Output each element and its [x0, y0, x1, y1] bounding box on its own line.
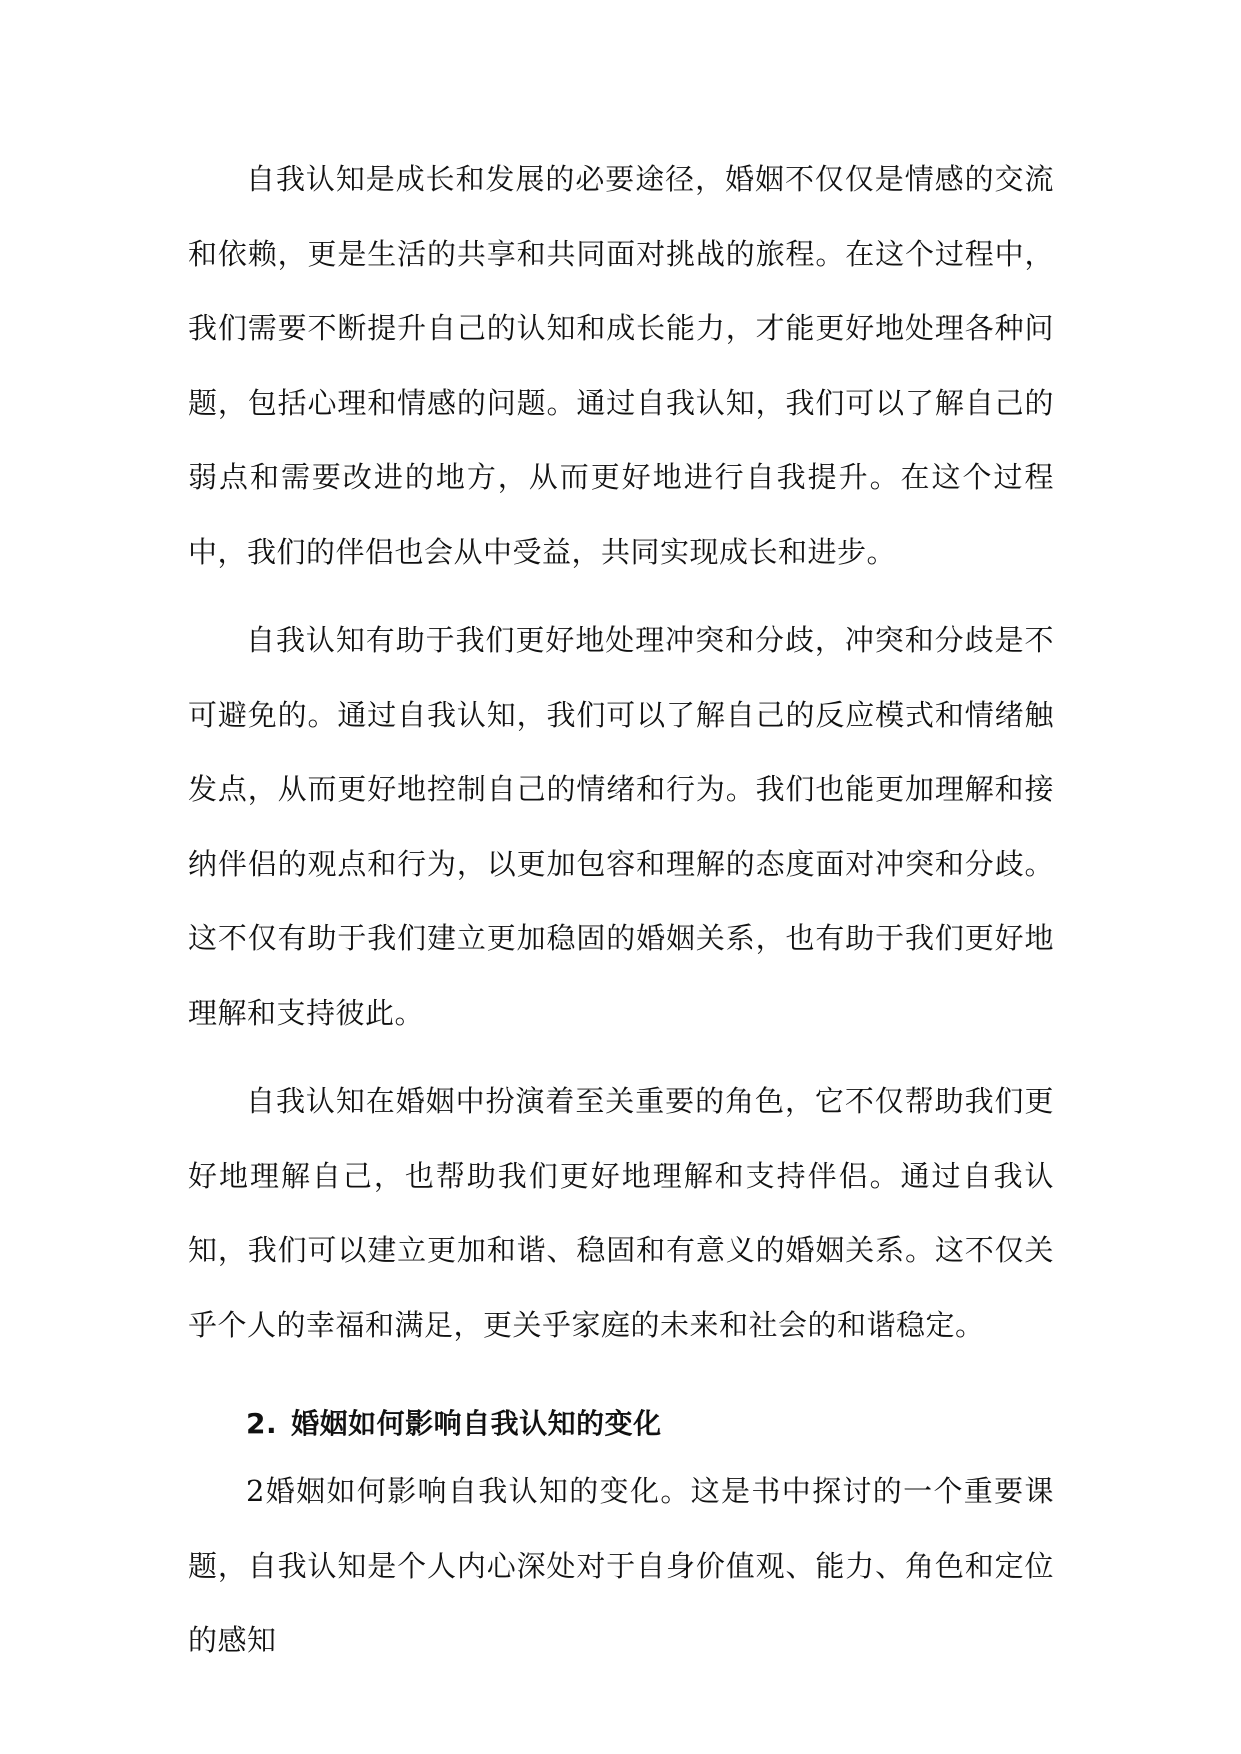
paragraph: 自我认知是成长和发展的必要途径，婚姻不仅仅是情感的交流和依赖，更是生活的共享和共同面对挑战的旅程。在这个过程中，我们需要不断提升自己的认知和成长能力，才能更好地处理各种问题，包括心理和情感的问题。通过自我认知，我们可以了解自己的弱点和需要改进的地方，从而更好地进行自我提升。在这个过程中，我们的伴侣也会从中受益，共同实现成长和进步。 — [188, 162, 1054, 569]
paragraph: 自我认知在婚姻中扮演着至关重要的角色，它不仅帮助我们更好地理解自己，也帮助我们更好地理解和支持伴侣。通过自我认知，我们可以建立更加和谐、稳固和有意义的婚姻关系。这不仅关乎个人的幸福和满足，更关乎家庭的未来和社会的和谐稳定。 — [188, 1084, 1054, 1342]
section-heading — [188, 1394, 1054, 1454]
section-number: 2. — [246, 1407, 278, 1440]
document-body — [188, 142, 1054, 1692]
paragraph: 2婚姻如何影响自我认知的变化。这是书中探讨的一个重要课题，自我认知是个人内心深处对于自身价值观、能力、角色和定位的感知 — [188, 1474, 1054, 1657]
section-title: 婚姻如何影响自我认知的变化 — [291, 1407, 662, 1440]
paragraph: 自我认知有助于我们更好地处理冲突和分歧，冲突和分歧是不可避免的。通过自我认知，我们可以了解自己的反应模式和情绪触发点，从而更好地控制自己的情绪和行为。我们也能更加理解和接纳伴侣的观点和行为，以更加包容和理解的态度面对冲突和分歧。这不仅有助于我们建立更加稳固的婚姻关系，也有助于我们更好地理解和支持彼此。 — [188, 623, 1054, 1030]
